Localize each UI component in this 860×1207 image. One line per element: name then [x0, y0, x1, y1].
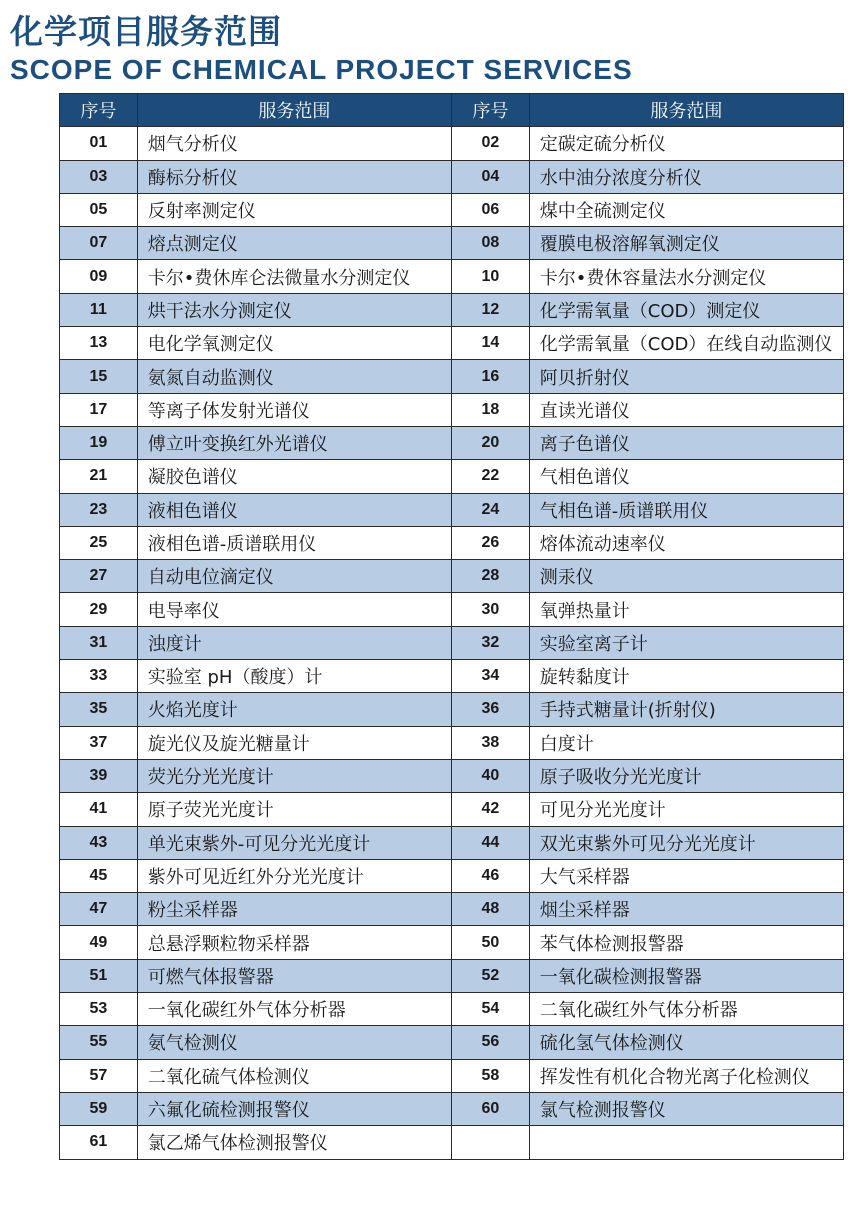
serial-number-left: 13: [60, 327, 138, 360]
service-name-right: 阿贝折射仪: [529, 360, 843, 393]
service-name-right: 挥发性有机化合物光离子化检测仪: [529, 1059, 843, 1092]
service-name-left: 熔点测定仪: [137, 227, 451, 260]
service-name-right: 氯气检测报警仪: [529, 1092, 843, 1125]
serial-number-left: 09: [60, 260, 138, 293]
serial-number-left: 35: [60, 693, 138, 726]
service-name-left: 液相色谱-质谱联用仪: [137, 526, 451, 559]
serial-number-right: 28: [451, 560, 529, 593]
serial-number-left: 11: [60, 293, 138, 326]
serial-number-right: 22: [451, 460, 529, 493]
serial-number-right: 34: [451, 660, 529, 693]
table-row: [60, 826, 844, 859]
serial-number-right: 04: [451, 160, 529, 193]
table-row: [60, 1126, 844, 1159]
service-name-left: 原子荧光光度计: [137, 793, 451, 826]
serial-number-left: 51: [60, 959, 138, 992]
service-name-right: 熔体流动速率仪: [529, 526, 843, 559]
serial-number-right: 06: [451, 193, 529, 226]
table-row: [60, 693, 844, 726]
service-name-right: 原子吸收分光光度计: [529, 759, 843, 792]
service-name-right: 双光束紫外可见分光光度计: [529, 826, 843, 859]
serial-number-left: 57: [60, 1059, 138, 1092]
serial-number-right: 10: [451, 260, 529, 293]
serial-number-right: 50: [451, 926, 529, 959]
table-row: [60, 526, 844, 559]
header-serial-number-left: 序号: [60, 94, 138, 127]
service-name-left: 一氧化碳红外气体分析器: [137, 993, 451, 1026]
service-name-right: 水中油分浓度分析仪: [529, 160, 843, 193]
serial-number-right: 26: [451, 526, 529, 559]
serial-number-left: 59: [60, 1092, 138, 1125]
service-name-left: 电化学氧测定仪: [137, 327, 451, 360]
serial-number-left: 55: [60, 1026, 138, 1059]
page-title-english: SCOPE OF CHEMICAL PROJECT SERVICES: [10, 54, 633, 85]
serial-number-right: 58: [451, 1059, 529, 1092]
service-name-right: [529, 1126, 843, 1159]
service-name-left: 火焰光度计: [137, 693, 451, 726]
service-name-right: 化学需氧量（COD）在线自动监测仪: [529, 327, 843, 360]
service-name-left: 电导率仪: [137, 593, 451, 626]
table-row: [60, 626, 844, 659]
serial-number-right: 46: [451, 859, 529, 892]
serial-number-left: 03: [60, 160, 138, 193]
service-name-right: 气相色谱仪: [529, 460, 843, 493]
serial-number-left: 45: [60, 859, 138, 892]
service-name-right: 气相色谱-质谱联用仪: [529, 493, 843, 526]
serial-number-right: 42: [451, 793, 529, 826]
table-row: [60, 327, 844, 360]
serial-number-right: 60: [451, 1092, 529, 1125]
service-name-left: 氯乙烯气体检测报警仪: [137, 1126, 451, 1159]
serial-number-right: 16: [451, 360, 529, 393]
service-name-right: 煤中全硫测定仪: [529, 193, 843, 226]
header-service-scope-right: 服务范围: [529, 94, 843, 127]
service-name-left: 实验室 pH（酸度）计: [137, 660, 451, 693]
serial-number-right: 52: [451, 959, 529, 992]
table-row: [60, 1092, 844, 1125]
service-name-right: 离子色谱仪: [529, 426, 843, 459]
table-row: [60, 193, 844, 226]
service-name-left: 烟气分析仪: [137, 127, 451, 160]
serial-number-left: 47: [60, 893, 138, 926]
service-name-left: 紫外可见近红外分光光度计: [137, 859, 451, 892]
serial-number-left: 61: [60, 1126, 138, 1159]
table-body: [60, 127, 844, 1159]
serial-number-left: 21: [60, 460, 138, 493]
header-service-scope-left: 服务范围: [137, 94, 451, 127]
service-name-right: 化学需氧量（COD）测定仪: [529, 293, 843, 326]
service-name-right: 大气采样器: [529, 859, 843, 892]
services-table: [59, 93, 844, 1160]
table-row: [60, 293, 844, 326]
table-row: [60, 460, 844, 493]
table-row: [60, 959, 844, 992]
serial-number-left: 29: [60, 593, 138, 626]
service-name-left: 液相色谱仪: [137, 493, 451, 526]
serial-number-left: 23: [60, 493, 138, 526]
service-name-right: 实验室离子计: [529, 626, 843, 659]
serial-number-left: 01: [60, 127, 138, 160]
serial-number-right: 56: [451, 1026, 529, 1059]
table-row: [60, 493, 844, 526]
service-name-left: 单光束紫外-可见分光光度计: [137, 826, 451, 859]
service-name-right: 覆膜电极溶解氧测定仪: [529, 227, 843, 260]
serial-number-right: 38: [451, 726, 529, 759]
service-name-left: 可燃气体报警器: [137, 959, 451, 992]
table-row: [60, 1059, 844, 1092]
serial-number-right: 12: [451, 293, 529, 326]
table-row: [60, 1026, 844, 1059]
service-name-left: 总悬浮颗粒物采样器: [137, 926, 451, 959]
header-serial-number-right: 序号: [451, 94, 529, 127]
serial-number-left: 31: [60, 626, 138, 659]
service-name-left: 反射率测定仪: [137, 193, 451, 226]
service-name-left: 烘干法水分测定仪: [137, 293, 451, 326]
table-row: [60, 426, 844, 459]
service-name-left: 氨气检测仪: [137, 1026, 451, 1059]
serial-number-left: 37: [60, 726, 138, 759]
service-name-right: 旋转黏度计: [529, 660, 843, 693]
table-row: [60, 793, 844, 826]
table-row: [60, 759, 844, 792]
table-row: [60, 127, 844, 160]
service-name-left: 卡尔•费休库仑法微量水分测定仪: [137, 260, 451, 293]
serial-number-right: 40: [451, 759, 529, 792]
service-name-right: 测汞仪: [529, 560, 843, 593]
table-row: [60, 393, 844, 426]
table-row: [60, 993, 844, 1026]
service-name-right: 二氧化碳红外气体分析器: [529, 993, 843, 1026]
serial-number-left: 41: [60, 793, 138, 826]
serial-number-left: 33: [60, 660, 138, 693]
service-name-left: 氨氮自动监测仪: [137, 360, 451, 393]
serial-number-right: 36: [451, 693, 529, 726]
serial-number-left: 07: [60, 227, 138, 260]
table-row: [60, 593, 844, 626]
serial-number-right: 02: [451, 127, 529, 160]
service-name-left: 六氟化硫检测报警仪: [137, 1092, 451, 1125]
serial-number-right: 54: [451, 993, 529, 1026]
table-row: [60, 859, 844, 892]
service-name-right: 氧弹热量计: [529, 593, 843, 626]
service-name-left: 浊度计: [137, 626, 451, 659]
table-row: [60, 360, 844, 393]
service-name-left: 凝胶色谱仪: [137, 460, 451, 493]
serial-number-left: 27: [60, 560, 138, 593]
table-row: [60, 926, 844, 959]
serial-number-left: 17: [60, 393, 138, 426]
serial-number-right: 32: [451, 626, 529, 659]
serial-number-right: [451, 1126, 529, 1159]
serial-number-left: 39: [60, 759, 138, 792]
table-row: [60, 726, 844, 759]
table-row: [60, 260, 844, 293]
service-name-right: 定碳定硫分析仪: [529, 127, 843, 160]
table-header-row: [60, 94, 844, 127]
serial-number-right: 20: [451, 426, 529, 459]
service-name-right: 白度计: [529, 726, 843, 759]
service-name-left: 自动电位滴定仪: [137, 560, 451, 593]
service-name-right: 直读光谱仪: [529, 393, 843, 426]
serial-number-left: 19: [60, 426, 138, 459]
table-row: [60, 660, 844, 693]
serial-number-right: 44: [451, 826, 529, 859]
service-name-left: 等离子体发射光谱仪: [137, 393, 451, 426]
service-name-left: 荧光分光光度计: [137, 759, 451, 792]
table-row: [60, 160, 844, 193]
service-name-left: 酶标分析仪: [137, 160, 451, 193]
serial-number-right: 48: [451, 893, 529, 926]
serial-number-left: 15: [60, 360, 138, 393]
page-title-chinese: 化学项目服务范围: [10, 12, 282, 51]
serial-number-left: 25: [60, 526, 138, 559]
service-name-left: 傅立叶变换红外光谱仪: [137, 426, 451, 459]
serial-number-right: 30: [451, 593, 529, 626]
table-row: [60, 893, 844, 926]
serial-number-right: 08: [451, 227, 529, 260]
service-name-left: 粉尘采样器: [137, 893, 451, 926]
service-name-right: 一氧化碳检测报警器: [529, 959, 843, 992]
service-name-right: 可见分光光度计: [529, 793, 843, 826]
serial-number-left: 53: [60, 993, 138, 1026]
service-name-right: 硫化氢气体检测仪: [529, 1026, 843, 1059]
serial-number-right: 14: [451, 327, 529, 360]
service-name-right: 卡尔•费休容量法水分测定仪: [529, 260, 843, 293]
serial-number-right: 18: [451, 393, 529, 426]
serial-number-left: 05: [60, 193, 138, 226]
table-row: [60, 560, 844, 593]
table-row: [60, 227, 844, 260]
serial-number-left: 43: [60, 826, 138, 859]
service-name-right: 苯气体检测报警器: [529, 926, 843, 959]
service-name-left: 二氧化硫气体检测仪: [137, 1059, 451, 1092]
service-name-right: 手持式糖量计(折射仪): [529, 693, 843, 726]
serial-number-left: 49: [60, 926, 138, 959]
service-name-left: 旋光仪及旋光糖量计: [137, 726, 451, 759]
serial-number-right: 24: [451, 493, 529, 526]
service-name-right: 烟尘采样器: [529, 893, 843, 926]
